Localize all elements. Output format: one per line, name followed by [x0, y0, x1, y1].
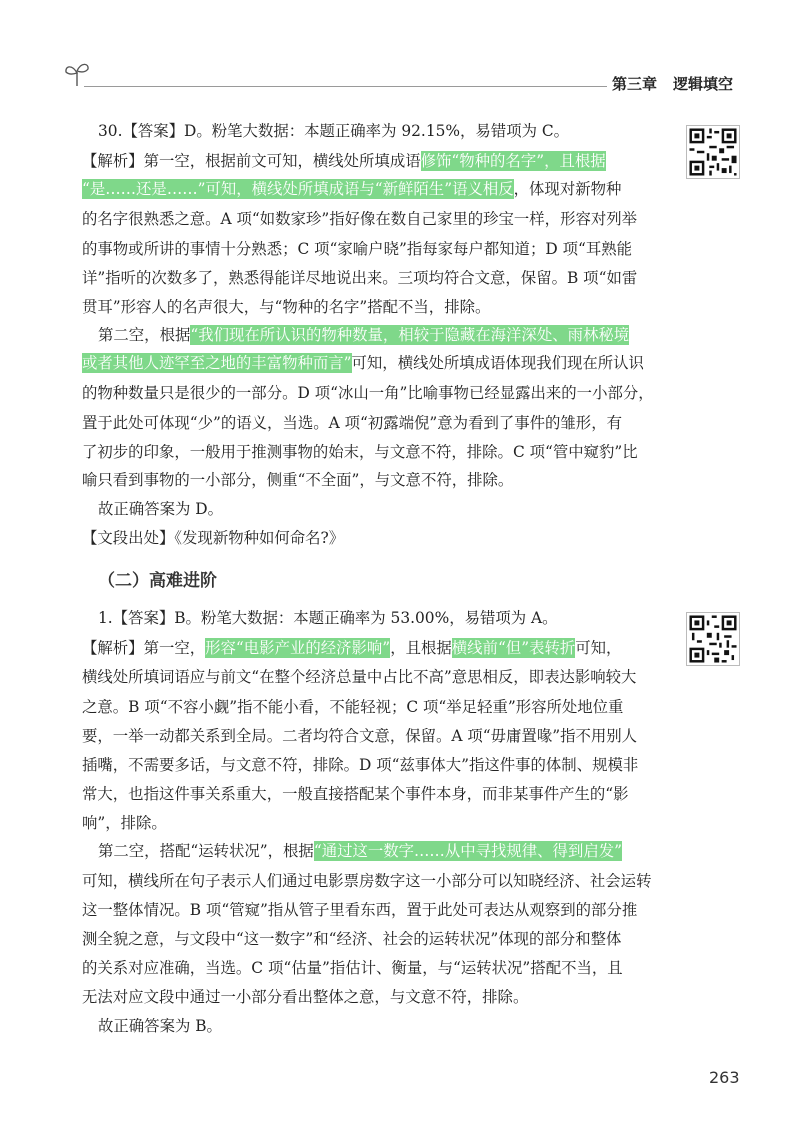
analysis-line [82, 176, 652, 202]
highlight: “我们现在所认识的物种数量，相较于隐藏在海洋深处、雨林秘境 [190, 326, 630, 344]
answer-line: 30.【答案】D。粉笔大数据：本题正确率为 92.15%，易错项为 C。 [98, 122, 570, 140]
analysis-line: 响”，排除。 [82, 814, 167, 832]
qr-code-icon[interactable] [686, 125, 740, 179]
source-line: 【文段出处】《发现新物种如何命名?》 [82, 529, 345, 547]
analysis-line: 要，一举一动都关系到全局。二者均符合文意，保留。A 项“毋庸置喙”指不用别人 [82, 727, 638, 745]
answer-line: 1.【答案】B。粉笔大数据：本题正确率为 53.00%，易错项为 A。 [98, 609, 558, 627]
analysis-text: 可知，横线处所填成语体现我们现在所认识 [351, 354, 644, 372]
analysis-line: 的名字很熟悉之意。A 项“如数家珍”指好像在数自己家里的珍宝一样，形容对列举 [82, 210, 638, 228]
highlight: “通过这一数字……从中寻找规律、得到启发” [313, 842, 622, 860]
analysis-line: 置于此处可体现“少”的语义，当选。A 项“初露端倪”意为看到了事件的雏形，有 [82, 414, 622, 432]
conclusion-line: 故正确答案为 B。 [98, 1017, 222, 1035]
analysis-line [82, 148, 652, 174]
analysis-line: 测全貌之意，与文段中“这一数字”和“经济、社会的运转状况”体现的部分和整体 [82, 930, 622, 948]
analysis-text: 【解析】第一空，根据前文可知，横线处所填成语 [82, 152, 421, 170]
header-rule [84, 86, 607, 87]
analysis-text: 第二空，根据 [98, 326, 191, 344]
analysis-line: 贯耳”形容人的名声很大，与“物种的名字”搭配不当，排除。 [82, 298, 491, 316]
analysis-line: 这一整体情况。B 项“管窥”指从管子里看东西，置于此处可表达从观察到的部分推 [82, 901, 638, 919]
analysis-text: ，体现对新物种 [513, 180, 622, 198]
analysis-line [82, 635, 652, 661]
conclusion-line: 故正确答案为 D。 [98, 500, 223, 518]
highlight: 或者其他人迹罕至之地的丰富物种而言” [82, 354, 352, 372]
analysis-line: 详”指听的次数多了，熟悉得能详尽地说出来。三项均符合文意，保留。B 项“如雷 [82, 269, 638, 287]
sprout-icon [62, 58, 92, 88]
analysis-line [98, 838, 668, 864]
analysis-text: 【解析】第一空， [82, 639, 206, 657]
section-label: 逻辑填空 [673, 75, 734, 93]
page-number: 263 [709, 1068, 740, 1087]
running-header [612, 73, 733, 94]
analysis-line: 的物种数量只是很少的一部分。D 项“冰山一角”比喻事物已经显露出来的一小部分， [82, 384, 654, 402]
section-title: （二）高难进阶 [98, 571, 217, 591]
highlight: “是……还是……”可知，横线处所填成语与“新鲜陌生”语义相反 [82, 180, 514, 198]
analysis-line [98, 322, 668, 348]
analysis-text: 第二空，搭配“运转状况”，根据 [98, 842, 314, 860]
analysis-line: 的事物或所讲的事情十分熟悉；C 项“家喻户晓”指每家每户都知道；D 项“耳熟能 [82, 240, 633, 258]
chapter-label: 第三章 [612, 75, 658, 93]
analysis-line: 之意。B 项“不容小觑”指不能小看，不能轻视；C 项“举足轻重”形容所处地位重 [82, 698, 624, 716]
analysis-line: 横线处所填词语应与前文“在整个经济总量中占比不高”意思相反，即表达影响较大 [82, 668, 637, 686]
analysis-line: 的关系对应准确，当选。C 项“估量”指估计、衡量，与“运转状况”搭配不当，且 [82, 959, 623, 977]
analysis-line: 喻只看到事物的一小部分，侧重“不全面”，与文意不符，排除。 [82, 471, 514, 489]
analysis-line [82, 350, 652, 376]
analysis-text: ，且根据 [390, 639, 452, 657]
analysis-line: 常大，也指这件事关系重大，一般直接搭配某个事件本身，而非某事件产生的“影 [82, 785, 629, 803]
analysis-line: 无法对应文段中通过一小部分看出整体之意，与文意不符，排除。 [82, 988, 529, 1006]
highlight: 修饰“物种的名字”，且根据 [420, 152, 606, 170]
analysis-line: 插嘴，不需要多话，与文意不符，排除。D 项“兹事体大”指这件事的体制、规模非 [82, 756, 639, 774]
highlight: 形容“电影产业的经济影响” [205, 639, 391, 657]
analysis-line: 了初步的印象，一般用于推测事物的始末，与文意不符，排除。C 项“管中窥豹”比 [82, 443, 638, 461]
analysis-text: 可知， [575, 639, 622, 657]
qr-code-icon[interactable] [686, 612, 740, 666]
highlight: 横线前“但”表转折 [451, 639, 576, 657]
analysis-line: 可知，横线所在句子表示人们通过电影票房数字这一小部分可以知晓经济、社会运转 [82, 872, 652, 890]
